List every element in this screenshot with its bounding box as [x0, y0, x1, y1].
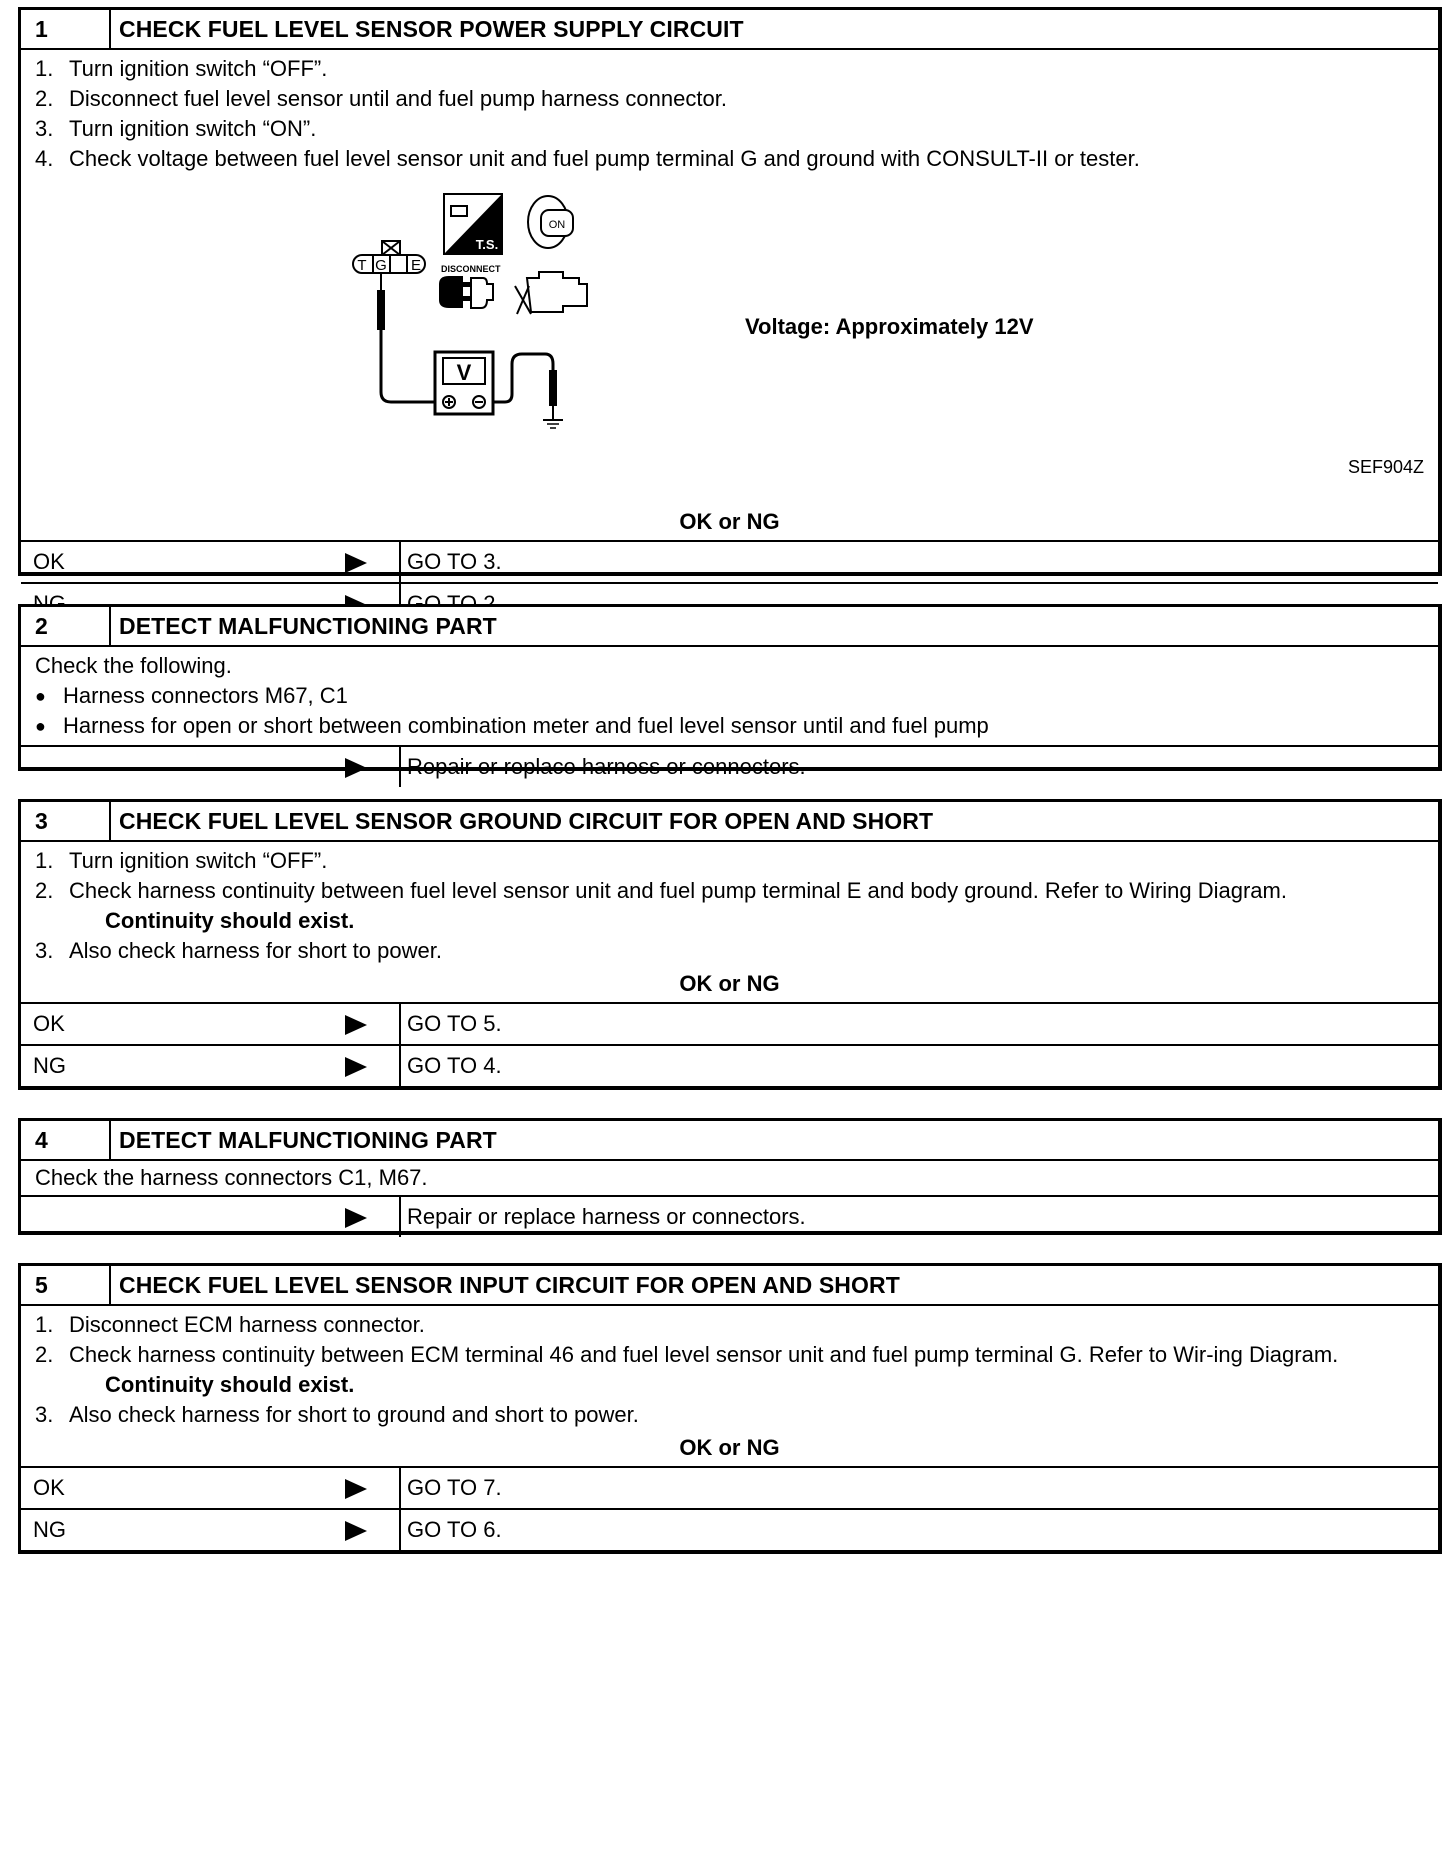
disconnect-label: DISCONNECT: [441, 264, 501, 274]
instruction: 2. Check harness continuity between fuel level sensor unit and fuel pump terminal E and body ground. Refer to Wiring Diagram.: [35, 878, 1287, 903]
arrow-right-icon: [345, 1521, 367, 1541]
step-number: 2: [21, 607, 111, 645]
result-action[interactable]: GO TO 4.: [407, 1053, 502, 1078]
instruction: 1. Disconnect ECM harness connector.: [35, 1312, 425, 1337]
result-row-ok: [21, 1466, 1438, 1508]
meter-label: V: [456, 360, 472, 385]
result-action[interactable]: Repair or replace harness or connectors.: [407, 1204, 806, 1229]
step-instructions: [21, 842, 1438, 966]
step-title: DETECT MALFUNCTIONING PART: [119, 613, 497, 639]
figure-id: SEF904Z: [1347, 457, 1424, 477]
step-header: [21, 1121, 1438, 1161]
result-row: [21, 1195, 1438, 1237]
result-condition: OK: [33, 1475, 65, 1500]
step-number: 3: [21, 802, 111, 840]
ground-wire: [493, 354, 563, 428]
arrow-right-icon: [345, 553, 367, 573]
step-title: CHECK FUEL LEVEL SENSOR INPUT CIRCUIT FOR OPEN AND SHORT: [119, 1272, 900, 1298]
result-action[interactable]: GO TO 6.: [407, 1517, 502, 1542]
result-row-ok: [21, 540, 1438, 582]
terminal-g: G: [375, 257, 387, 274]
arrow-right-icon: [345, 758, 367, 778]
intro-text: Check the harness connectors C1, M67.: [35, 1165, 428, 1190]
instruction: 3. Also check harness for short to power.: [35, 938, 442, 963]
instruction: 1. Turn ignition switch “OFF”.: [35, 848, 328, 873]
arrow-right-icon: [345, 1208, 367, 1228]
wiring-diagram: [35, 174, 735, 504]
result-action[interactable]: GO TO 3.: [407, 549, 502, 574]
terminal-t: T: [357, 257, 367, 274]
step-instructions: [21, 1161, 1438, 1195]
bullet-item: ● Harness connectors M67, C1: [35, 681, 1424, 711]
step-1: [18, 7, 1442, 576]
step-3: [18, 799, 1442, 1090]
result-condition: NG: [33, 1053, 66, 1078]
step-header: [21, 1266, 1438, 1306]
instruction: 1. Turn ignition switch “OFF”.: [35, 56, 328, 81]
bullet-item: ● Harness for open or short between combination meter and fuel level sensor until and fuel pump: [35, 711, 1424, 741]
on-label: ON: [548, 219, 566, 231]
voltage-spec: Voltage: Approximately 12V: [745, 314, 1034, 339]
step-4: [18, 1118, 1442, 1235]
bullet-icon: ●: [35, 716, 46, 736]
continuity-spec: Continuity should exist.: [105, 1372, 355, 1397]
step-header: [21, 10, 1438, 50]
step-instructions: [21, 647, 1438, 745]
ok-or-ng-label: OK or NG: [679, 1435, 780, 1460]
arrow-right-icon: [345, 1015, 367, 1035]
ok-or-ng-label: OK or NG: [679, 509, 780, 534]
connector-icon: [353, 241, 425, 274]
result-action[interactable]: Repair or replace harness or connectors.: [407, 754, 806, 779]
result-condition: OK: [33, 1011, 65, 1036]
instruction: 3. Turn ignition switch “ON”.: [35, 116, 317, 141]
result-action[interactable]: GO TO 7.: [407, 1475, 502, 1500]
instruction: 4. Check voltage between fuel level sensor unit and fuel pump terminal G and ground with CONSULT-II or tester.: [35, 146, 1140, 171]
step-number: 5: [21, 1266, 111, 1304]
engine-off-icon: [515, 272, 587, 314]
ts-label: T.S.: [475, 237, 499, 252]
step-title: CHECK FUEL LEVEL SENSOR POWER SUPPLY CIRCUIT: [119, 16, 744, 42]
result-condition: NG: [33, 1517, 66, 1542]
disconnect-icon: [439, 264, 501, 308]
step-number: 4: [21, 1121, 111, 1159]
step-title: DETECT MALFUNCTIONING PART: [119, 1127, 497, 1153]
voltmeter-icon: [435, 352, 493, 414]
continuity-spec: Continuity should exist.: [105, 908, 355, 933]
instruction: 3. Also check harness for short to ground and short to power.: [35, 1402, 639, 1427]
probe-wire: [377, 273, 435, 402]
ts-icon: [444, 194, 502, 254]
step-header: [21, 802, 1438, 842]
result-row-ng: [21, 1508, 1438, 1550]
result-row-ng: [21, 1044, 1438, 1086]
result-action[interactable]: GO TO 5.: [407, 1011, 502, 1036]
step-instructions: [21, 50, 1438, 504]
intro-text: Check the following.: [35, 653, 232, 678]
voltage-check-diagram: [35, 174, 1424, 504]
step-instructions: [21, 1306, 1438, 1430]
result-condition: OK: [33, 549, 65, 574]
terminal-e: E: [410, 257, 422, 274]
result-row-ok: [21, 1002, 1438, 1044]
bullet-icon: ●: [35, 686, 46, 706]
step-number: 1: [21, 10, 111, 48]
arrow-right-icon: [345, 1479, 367, 1499]
step-header: [21, 607, 1438, 647]
instruction: 2. Check harness continuity between ECM terminal 46 and fuel level sensor unit and fuel pump terminal G. Refer to Wir-ing Diagram.: [35, 1342, 1339, 1367]
result-row: [21, 745, 1438, 787]
ignition-on-icon: [528, 196, 573, 248]
step-2: [18, 604, 1442, 779]
step-5: [18, 1263, 1442, 1554]
ok-or-ng-label: OK or NG: [679, 971, 780, 996]
step-title: CHECK FUEL LEVEL SENSOR GROUND CIRCUIT FOR OPEN AND SHORT: [119, 808, 934, 834]
instruction: 2. Disconnect fuel level sensor until and fuel pump harness connector.: [35, 86, 727, 111]
arrow-right-icon: [345, 1057, 367, 1077]
